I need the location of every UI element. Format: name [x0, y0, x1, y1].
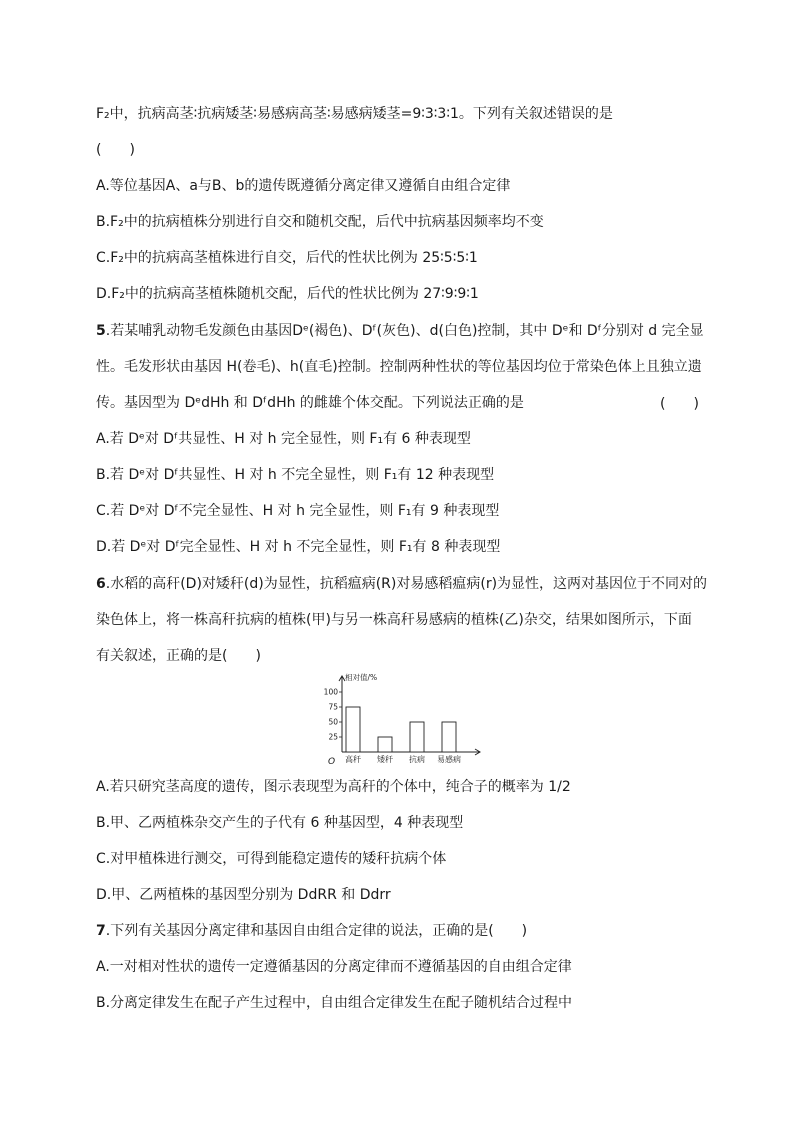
q5-stem-text-1: .若某哺乳动物毛发颜色由基因Dᵉ(褐色)、Dᶠ(灰色)、d(白色)控制，其中 Dᵉ和 Dᶠ分别对 d 完全显 [105, 323, 704, 339]
q4-answer-paren: ( ) [96, 142, 135, 158]
q4-option-d: D.F₂中的抗病高茎植株随机交配，后代的性状比例为 27∶9∶9∶1 [96, 286, 479, 302]
q6-number: 6 [96, 576, 106, 592]
y-tick-label: 75 [328, 702, 338, 712]
q6-option-d: D.甲、乙两植株的基因型分别为 DdRR 和 Ddrr [96, 887, 391, 903]
bar-2 [378, 737, 392, 752]
x-category-label: 高秆 [345, 755, 361, 764]
q7-number: 7 [96, 923, 106, 939]
y-tick-label: 50 [328, 717, 338, 727]
q6-stem-text-1: .水稻的高秆(D)对矮秆(d)为显性，抗稻瘟病(R)对易感稻瘟病(r)为显性，这两对基因位于不同对的 [105, 576, 708, 592]
bar-3 [410, 722, 424, 752]
q6-option-a: A.若只研究茎高度的遗传，图示表现型为高秆的个体中，纯合子的概率为 1/2 [96, 779, 571, 795]
q5-option-d: D.若 Dᵉ对 Dᶠ完全显性、H 对 h 不完全显性，则 F₁有 8 种表现型 [96, 539, 501, 555]
q6-option-c: C.对甲植株进行测交，可得到能稳定遗传的矮秆抗病个体 [96, 851, 447, 867]
q6-stem-line-3: 有关叙述，正确的是( ) [96, 648, 261, 664]
origin-label: O [328, 757, 336, 767]
q4-stem-line: F₂中，抗病高茎∶抗病矮茎∶易感病高茎∶易感病矮茎=9∶3∶3∶1。下列有关叙述错误的是 [96, 106, 613, 122]
bar-1 [346, 707, 360, 752]
q4-option-c: C.F₂中的抗病高茎植株进行自交，后代的性状比例为 25∶5∶5∶1 [96, 250, 478, 266]
bar-chart [300, 670, 490, 770]
q6-stem-line-1 [96, 574, 707, 594]
y-tick-label: 100 [323, 687, 338, 697]
q5-option-b: B.若 Dᵉ对 Dᶠ共显性、H 对 h 不完全显性，则 F₁有 12 种表现型 [96, 467, 495, 483]
q5-stem-line-1 [96, 321, 704, 341]
y-tick-label: 25 [328, 732, 338, 742]
q5-answer-paren: ( ) [660, 396, 699, 412]
q5-stem-line-2: 性。毛发形状由基因 H(卷毛)、h(直毛)控制。控制两种性状的等位基因均位于常染色体上且独立遗 [96, 359, 702, 375]
q7-option-a: A.一对相对性状的遗传一定遵循基因的分离定律而不遵循基因的自由组合定律 [96, 959, 572, 975]
x-category-label: 抗病 [409, 755, 425, 764]
q6-option-b: B.甲、乙两植株杂交产生的子代有 6 种基因型，4 种表现型 [96, 815, 464, 831]
q4-option-a: A.等位基因A、a与B、b的遗传既遵循分离定律又遵循自由组合定律 [96, 178, 511, 194]
q5-stem-line-3: 传。基因型为 DᵉdHh 和 DᶠdHh 的雌雄个体交配。下列说法正确的是 [96, 395, 524, 411]
q5-number: 5 [96, 323, 106, 339]
x-category-label: 易感病 [437, 755, 461, 764]
q7-option-b: B.分离定律发生在配子产生过程中，自由组合定律发生在配子随机结合过程中 [96, 995, 573, 1011]
bar-4 [442, 722, 456, 752]
q6-stem-line-2: 染色体上，将一株高秆抗病的植株(甲)与另一株高秆易感病的植株(乙)杂交，结果如图所示，下面 [96, 612, 692, 628]
q7-stem-text: .下列有关基因分离定律和基因自由组合定律的说法，正确的是( ) [105, 923, 528, 939]
q7-stem-line [96, 921, 527, 941]
q5-option-a: A.若 Dᵉ对 Dᶠ共显性、H 对 h 完全显性，则 F₁有 6 种表现型 [96, 431, 471, 447]
x-category-label: 矮秆 [377, 755, 393, 764]
q4-option-b: B.F₂中的抗病植株分别进行自交和随机交配，后代中抗病基因频率均不变 [96, 214, 544, 230]
y-axis-label: 相对值/% [345, 673, 378, 682]
q5-option-c: C.若 Dᵉ对 Dᶠ不完全显性、H 对 h 完全显性，则 F₁有 9 种表现型 [96, 503, 500, 519]
